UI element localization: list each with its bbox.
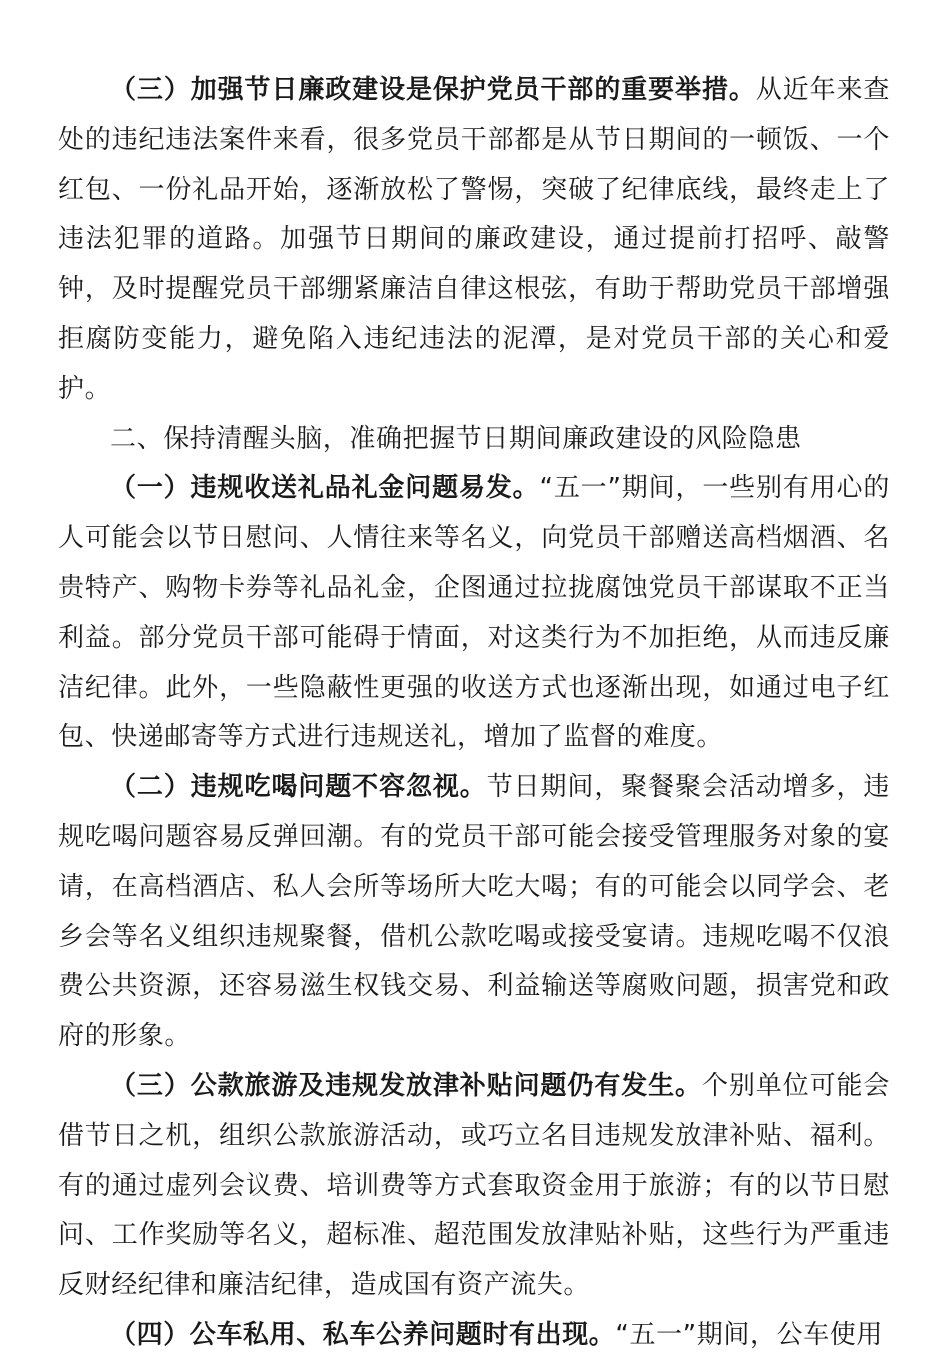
section-heading-text: 二、保持清醒头脑，准确把握节日期间廉政建设的风险隐患 (110, 423, 802, 454)
paragraph-4 (58, 1062, 890, 1311)
paragraph-3 (58, 763, 890, 1062)
paragraph-5 (58, 1311, 890, 1361)
paragraph-3-text: 节日期间，聚餐聚会活动增多，违规吃喝问题容易反弹回潮。有的党员干部可能会接受管理服务对象的宴请，在高档酒店、私人会所等场所大吃大喝；有的可能会以同学会、老乡会等名义组织违规聚餐，借机公款吃喝或接受宴请。违规吃喝不仅浪费公共资源，还容易滋生权钱交易、利益输送等腐败问题，损害党和政府的形象。 (58, 772, 890, 1052)
paragraph-1-text: 从近年来查处的违纪违法案件来看，很多党员干部都是从节日期间的一顿饭、一个红包、一份礼品开始，逐渐放松了警惕，突破了纪律底线，最终走上了违法犯罪的道路。加强节日期间的廉政建设，通过提前打招呼、敲警钟，及时提醒党员干部绷紧廉洁自律这根弦，有助于帮助党员干部增强拒腐防变能力，避免陷入违纪违法的泥潭，是对党员干部的关心和爱护。 (58, 75, 890, 404)
paragraph-5-text: “五一”期间，公车使用 (615, 1319, 883, 1350)
section-heading (58, 415, 890, 465)
paragraph-2 (58, 464, 890, 763)
paragraph-2-text: “五一”期间，一些别有用心的人可能会以节日慰问、人情往来等名义，向党员干部赠送高档烟酒、名贵特产、购物卡券等礼品礼金，企图通过拉拢腐蚀党员干部谋取不正当利益。部分党员干部可能碍于情面，对这类行为不加拒绝，从而违反廉洁纪律。此外，一些隐蔽性更强的收送方式也逐渐出现，如通过电子红包、快递邮寄等方式进行违规送礼，增加了监督的难度。 (58, 473, 890, 753)
paragraph-3-heading: （二）违规吃喝问题不容忽视。 (110, 772, 487, 803)
paragraph-1 (58, 66, 890, 415)
paragraph-1-heading: （三）加强节日廉政建设是保护党员干部的重要举措。 (110, 75, 756, 105)
paragraph-5-heading: （四）公车私用、私车公养问题时有出现。 (110, 1319, 616, 1350)
paragraph-4-text: 个别单位可能会借节日之机，组织公款旅游活动，或巧立名目违规发放津补贴、福利。有的通过虚列会议费、培训费等方式套取资金用于旅游；有的以节日慰问、工作奖励等名义，超标准、超范围发放津贴补贴，这些行为严重违反财经纪律和廉洁纪律，造成国有资产流失。 (58, 1070, 890, 1301)
paragraph-4-heading: （三）公款旅游及违规发放津补贴问题仍有发生。 (110, 1070, 702, 1101)
paragraph-2-heading: （一）违规收送礼品礼金问题易发。 (110, 473, 540, 504)
document-body (58, 66, 890, 1361)
